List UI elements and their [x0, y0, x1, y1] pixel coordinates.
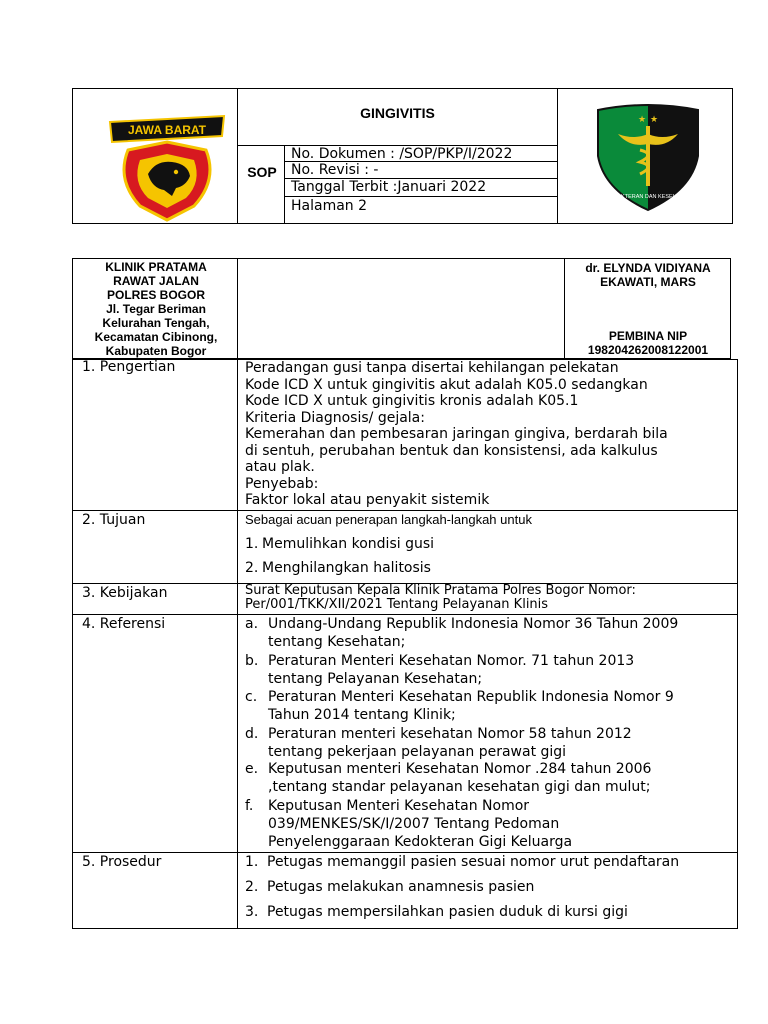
text-line: Faktor lokal atau penyakit sistemik [245, 492, 490, 508]
list-item: 039/MENKES/SK/I/2007 Tentang Pedoman [268, 816, 560, 832]
list-item: Tahun 2014 tentang Klinik; [268, 707, 456, 723]
text-line: Kriteria Diagnosis/ gejala: [245, 409, 425, 426]
signer-name: EKAWATI, MARS [600, 275, 696, 289]
signer-nip: 198204262008122001 [587, 343, 709, 357]
list-marker: c. [245, 689, 258, 705]
list-marker: a. [245, 616, 259, 632]
list-item: Memulihkan kondisi gusi [262, 536, 435, 552]
list-item: tentang pekerjaan pelayanan perawat gigi [268, 744, 567, 760]
institution-line: KLINIK PRATAMA [105, 260, 207, 274]
doc-issue-date: Tanggal Terbit :Januari 2022 [291, 179, 487, 195]
list-marker: 1. [245, 854, 259, 870]
list-item: Keputusan menteri Kesehatan Nomor .284 tahun 2006 [268, 761, 652, 777]
sop-label: SOP [247, 164, 277, 180]
list-item: Peraturan Menteri Kesehatan Republik Indonesia Nomor 9 [268, 689, 674, 705]
list-item: Peraturan menteri kesehatan Nomor 58 tahun 2012 [268, 726, 632, 742]
section-label-referensi: 4. Referensi [82, 616, 166, 632]
text-line: atau plak. [245, 459, 315, 475]
section-label-tujuan: 2. Tujuan [82, 512, 146, 528]
section-content-kebijakan [245, 584, 636, 612]
list-marker: b. [245, 653, 259, 669]
list-item: tentang Kesehatan; [268, 634, 406, 650]
svg-text:★: ★ [638, 115, 647, 125]
list-marker: d. [245, 726, 259, 742]
doc-revision: No. Revisi : - [291, 162, 379, 178]
text-line: Kemerahan dan pembesaran jaringan gingiva, berdarah bila [245, 426, 668, 442]
list-marker: 3. [245, 904, 259, 920]
list-marker: 1. [245, 536, 259, 552]
text-line: di sentuh, perubahan bentuk dan konsistensi, ada kalkulus [245, 442, 658, 459]
text-line: Peradangan gusi tanpa disertai kehilangan pelekatan [245, 360, 619, 376]
institution-line: Kabupaten Bogor [105, 344, 207, 358]
logo-right-text: KEDOKTERAN DAN KESEHATAN [605, 194, 691, 200]
list-item: ,tentang standar pelayanan kesehatan gigi dan mulut; [268, 779, 651, 795]
polda-jabar-logo [106, 110, 228, 222]
sop-title: GINGIVITIS [360, 105, 435, 121]
list-item: tentang Pelayanan Kesehatan; [268, 671, 483, 687]
signer-block [565, 261, 731, 357]
list-marker: 2. [245, 879, 259, 895]
signer-name: dr. ELYNDA VIDIYANA [585, 261, 711, 275]
list-item: Petugas mempersilahkan pasien duduk di kursi gigi [267, 904, 628, 920]
institution-line: Kelurahan Tengah, [102, 316, 210, 330]
institution-line: RAWAT JALAN [113, 274, 199, 288]
section-label-prosedur: 5. Prosedur [82, 854, 162, 870]
list-item: Petugas melakukan anamnesis pasien [267, 879, 535, 895]
polda-badge-icon [106, 110, 228, 222]
institution-line: Kecamatan Cibinong, [94, 330, 218, 344]
section-label-pengertian: 1. Pengertian [82, 359, 176, 375]
tujuan-intro: Sebagai acuan penerapan langkah-langkah untuk [245, 512, 532, 527]
doc-page: Halaman 2 [291, 198, 368, 214]
list-item: Undang-Undang Republik Indonesia Nomor 36 Tahun 2009 [268, 616, 679, 632]
list-marker: e. [245, 761, 259, 777]
logo-banner-text: JAWA BARAT [128, 123, 206, 137]
svg-text:★: ★ [650, 115, 659, 125]
list-marker: 2. [245, 560, 259, 576]
text-line: Penyebab: [245, 475, 319, 492]
list-item: Keputusan Menteri Kesehatan Nomor [268, 798, 530, 814]
dokkes-logo [594, 104, 702, 212]
text-line: Surat Keputusan Kepala Klinik Pratama Polres Bogor Nomor: [245, 583, 636, 598]
institution-line: POLRES BOGOR [106, 288, 205, 302]
signer-role: PEMBINA NIP [608, 329, 688, 343]
institution-line: Jl. Tegar Beriman [106, 302, 206, 316]
list-marker: f. [245, 798, 254, 814]
list-item: Petugas memanggil pasien sesuai nomor urut pendaftaran [267, 854, 680, 870]
list-item: Penyelenggaraan Kedokteran Gigi Keluarga [268, 834, 573, 850]
text-line: Kode ICD X untuk gingivitis akut adalah K05.0 sedangkan [245, 376, 648, 393]
caduceus-shield-icon [594, 104, 702, 212]
text-line: Per/001/TKK/XII/2021 Tentang Pelayanan Klinis [245, 597, 549, 612]
list-item: Peraturan Menteri Kesehatan Nomor. 71 tahun 2013 [268, 653, 635, 669]
doc-number: No. Dokumen : /SOP/PKP/I/2022 [291, 146, 513, 162]
institution-block [74, 260, 238, 358]
section-label-kebijakan: 3. Kebijakan [82, 585, 168, 601]
text-line: Kode ICD X untuk gingivitis kronis adalah K05.1 [245, 393, 579, 409]
list-item: Menghilangkan halitosis [262, 560, 431, 576]
